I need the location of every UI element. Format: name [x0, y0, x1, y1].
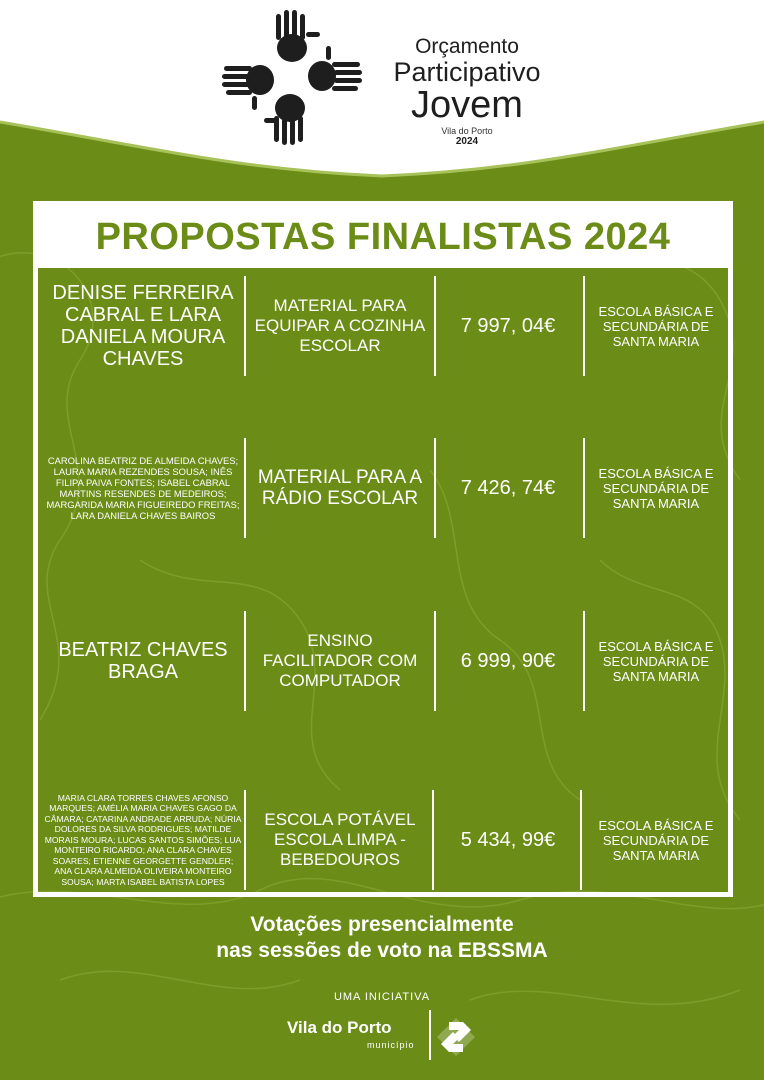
logo-line-participativo: Participativo	[393, 57, 541, 87]
column-divider	[434, 438, 436, 538]
logo-line-orcamento: Orçamento	[415, 35, 519, 58]
initiative-label: UMA INICIATIVA	[333, 991, 431, 1003]
column-divider	[244, 790, 246, 890]
proposal-row	[38, 276, 728, 376]
brand-name: Vila do Porto	[287, 1018, 392, 1037]
proposal-project: ESCOLA POTÁVEL ESCOLA LIMPA - BEBEDOUROS	[264, 810, 416, 869]
logo-line-jovem: Jovem	[411, 84, 523, 126]
column-divider	[432, 790, 434, 890]
proposal-names: BEATRIZ CHAVES BRAGA	[58, 639, 228, 683]
column-divider	[583, 611, 585, 711]
logo-place: Vila do Porto	[441, 126, 493, 136]
proposal-row	[38, 611, 728, 711]
municipality-emblem-icon	[435, 1016, 477, 1058]
column-divider	[580, 790, 582, 890]
proposal-row	[38, 438, 728, 538]
finalists-panel	[33, 201, 733, 897]
logo-wordmark	[372, 36, 562, 147]
column-divider	[244, 276, 246, 376]
proposal-cost: 7 426, 74€	[460, 476, 556, 499]
proposal-cost: 7 997, 04€	[460, 314, 556, 337]
proposal-names: CAROLINA BEATRIZ DE ALMEIDA CHAVES; LAURA MARIA REZENDES SOUSA; INÊS FILIPA PAIVA FONTES; ISABEL CABRAL MARTINS RESENDES DE MEDEIROS; MARGARIDA MARIA FIGUEIREDO FREITAS; LARA DANIELA CHAVES BAIROS	[46, 455, 240, 521]
brand-divider	[429, 1010, 431, 1060]
logo-year: 2024	[455, 136, 479, 147]
proposal-cost: 5 434, 99€	[460, 828, 556, 851]
column-divider	[583, 276, 585, 376]
proposal-names: DENISE FERREIRA CABRAL E LARA DANIELA MOURA CHAVES	[52, 282, 234, 370]
voting-info	[0, 912, 764, 964]
proposal-school: ESCOLA BÁSICA E SECUNDÁRIA DE SANTA MARIA	[598, 817, 714, 863]
proposal-row	[38, 790, 728, 890]
column-divider	[434, 611, 436, 711]
proposal-school: ESCOLA BÁSICA E SECUNDÁRIA DE SANTA MARIA	[598, 465, 714, 511]
brand-subtitle: município	[367, 1040, 415, 1050]
voting-line-2: nas sessões de voto na EBSSMA	[216, 939, 548, 962]
hands-logo-icon	[222, 10, 362, 145]
proposal-project: MATERIAL PARA A RÁDIO ESCOLAR	[257, 467, 423, 509]
voting-line-1: Votações presencialmente	[250, 913, 514, 936]
proposal-project: ENSINO FACILITADOR COM COMPUTADOR	[262, 631, 418, 690]
proposal-project: MATERIAL PARA EQUIPAR A COZINHA ESCOLAR	[254, 296, 426, 355]
proposal-school: ESCOLA BÁSICA E SECUNDÁRIA DE SANTA MARIA	[598, 303, 714, 349]
municipality-logo	[287, 1010, 487, 1062]
column-divider	[583, 438, 585, 538]
column-divider	[434, 276, 436, 376]
column-divider	[244, 438, 246, 538]
column-divider	[244, 611, 246, 711]
proposal-names: MARIA CLARA TORRES CHAVES AFONSO MARQUES; AMÉLIA MARIA CHAVES GAGO DA CÂMARA; CATARINA ANDRADE ARRUDA; NÚRIA DOLORES DA SILVA RODRIGUES; MATILDE MORAIS MOURA; LUCAS SANTOS SIMÕES; LUA MONTEIRO RICARDO; ANA CLARA CHAVES SOARES; ETIENNE GEORGETTE GENDLER; ANA CLARA ALMEIDA OLIVEIRA MONTEIRO SOUSA; MARTA ISABEL BATISTA LOPES	[44, 792, 242, 887]
panel-title: PROPOSTAS FINALISTAS 2024	[38, 206, 728, 268]
proposal-school: ESCOLA BÁSICA E SECUNDÁRIA DE SANTA MARIA	[598, 638, 714, 684]
proposal-cost: 6 999, 90€	[460, 649, 556, 672]
